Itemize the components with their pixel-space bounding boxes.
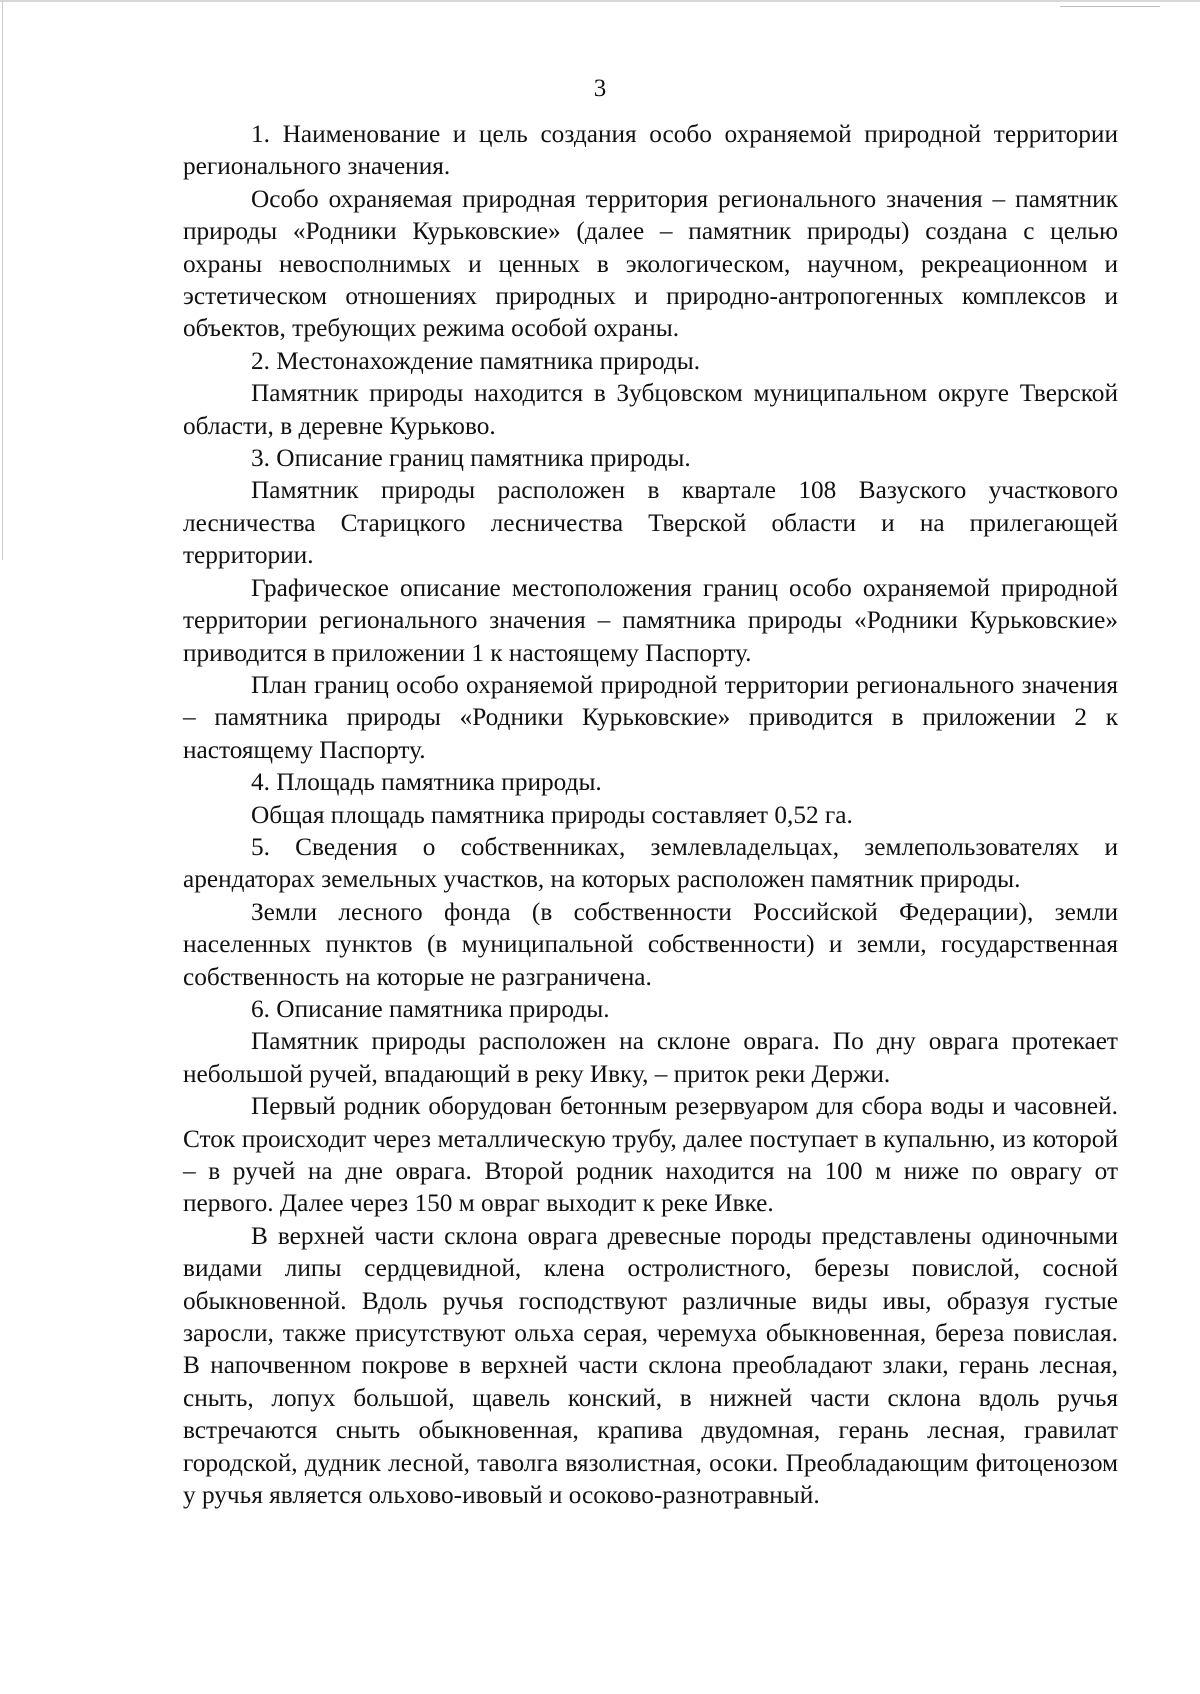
section-3-text: Памятник природы расположен в квартале 108 Вазуского участкового лесничества Старицкого лесничества Тверской области и на прилегающей территории. [183,476,1118,570]
section-5-heading: 5. Сведения о собственниках, землевладельцах, землепользователях и арендаторах земельных участков, на которых расположен памятник природы. [183,832,1118,894]
section-4-heading: 4. Площадь памятника природы. [251,768,602,797]
section-6-text-ravine: Памятник природы расположен на склоне оврага. По дну оврага протекает небольшой ручей, впадающий в реку Ивку, – приток реки Держи. [183,1027,1118,1088]
section-1-heading: 1. Наименование и цель создания особо охраняемой природной территории регионального значения. [183,120,1118,181]
section-3-graphic-description: Графическое описание местоположения границ особо охраняемой природной территории регионального значения – памятника природы «Родники Курьковские» приводится в приложении 1 к настоящему Паспорту. [183,573,1118,667]
section-5-text: Земли лесного фонда (в собственности Российской Федерации), земли населенных пунктов (в муниципальной собственности) и земли, государственная собственность на которые не разграничена. [183,897,1118,991]
section-1-text: Особо охраняемая природная территория регионального значения – памятник природы «Родники Курьковские» (далее – памятник природы) создана с целью охраны невосполнимых и ценных в экологическом, научном, рекреационном и эстетическом отношениях природных и природно-антропогенных комплексов и объектов, требующих режима особой охраны. [183,184,1118,343]
section-2-text: Памятник природы находится в Зубцовском муниципальном округе Тверской области, в деревне Курьково. [183,379,1118,440]
document-body [183,118,1118,1511]
section-4-text: Общая площадь памятника природы составляет 0,52 га. [251,800,853,829]
section-2-heading: 2. Местонахождение памятника природы. [251,346,701,375]
section-6-text-vegetation: В верхней части склона оврага древесные породы представлены одиночными видами липы сердцевидной, клена остролистного, березы повислой, сосной обыкновенной. Вдоль ручья господствуют различные виды ивы, образуя густые заросли, также присутствуют ольха серая, черемуха обыкновенная, береза повислая. В напочвенном покрове в верхней части склона преобладают злаки, герань лесная, сныть, лопух большой, щавель конский, в нижней части склона вдоль ручья встречаются сныть обыкновенная, крапива двудомная, герань лесная, гравилат городской, дудник лесной, таволга вязолистная, осоки. Преобладающим фитоценозом у ручья является ольхово-ивовый и осоково-разнотравный. [183,1221,1118,1510]
scan-edge-top [0,0,1200,2]
page-number: 3 [593,75,607,102]
section-6-heading: 6. Описание памятника природы. [251,994,610,1023]
section-3-heading: 3. Описание границ памятника природы. [251,444,691,473]
scan-edge-right [1060,6,1160,7]
section-3-boundary-plan: План границ особо охраняемой природной территории регионального значения – памятника природы «Родники Курьковские» приводится в приложении 2 к настоящему Паспорту. [183,670,1118,764]
section-6-text-springs: Первый родник оборудован бетонным резервуаром для сбора воды и часовней. Сток происходит через металлическую трубу, далее поступает в купальню, из которой – в ручей на дне оврага. Второй родник находится на 100 м ниже по оврагу от первого. Далее через 150 м овраг выходит к реке Ивке. [183,1092,1118,1218]
